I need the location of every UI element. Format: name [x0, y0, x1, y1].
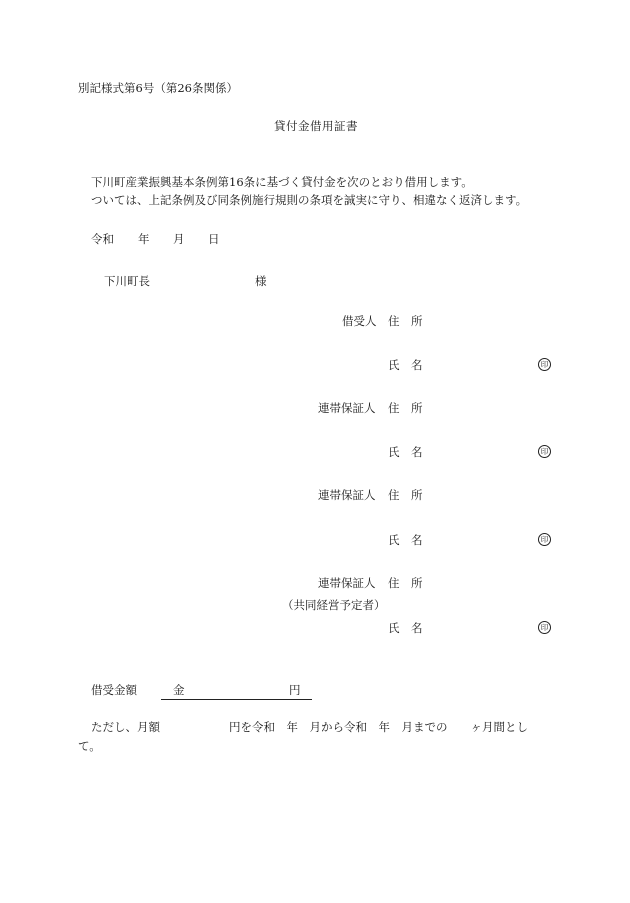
- address-label: 住 所: [388, 314, 423, 328]
- repayment-line-2: て。: [78, 739, 101, 753]
- name-label: 氏 名: [388, 358, 423, 372]
- seal-icon: 印: [538, 358, 551, 371]
- loan-amount-label: 借受金額: [91, 683, 137, 697]
- address-label: 住 所: [388, 576, 423, 590]
- form-number: 別記様式第6号（第26条関係）: [78, 81, 238, 95]
- body-text-line-1: 下川町産業振興基本条例第16条に基づく貸付金を次のとおり借用します。: [91, 175, 473, 189]
- addressee-honorific: 様: [255, 274, 267, 288]
- addressee-name: 下川町長: [104, 274, 150, 288]
- signatory-role: 連帯保証人: [318, 576, 376, 590]
- loan-amount-underline: [161, 699, 312, 700]
- body-text-line-2: ついては、上記条例及び同条例施行規則の条項を誠実に守り、相違なく返済します。: [91, 193, 528, 207]
- loan-amount-prefix: 金: [173, 683, 185, 697]
- date-year: 年: [138, 232, 150, 246]
- signatory-role: 連帯保証人: [318, 401, 376, 415]
- name-label: 氏 名: [388, 621, 423, 635]
- address-label: 住 所: [388, 488, 423, 502]
- loan-amount-unit: 円: [289, 683, 301, 697]
- date-day: 日: [208, 232, 220, 246]
- date-month: 月: [173, 232, 185, 246]
- seal-icon: 印: [538, 533, 551, 546]
- seal-icon: 印: [538, 445, 551, 458]
- name-label: 氏 名: [388, 533, 423, 547]
- signatory-note: （共同経営予定者）: [282, 598, 386, 612]
- seal-icon: 印: [538, 621, 551, 634]
- repayment-line-1: ただし、月額 円を令和 年 月から令和 年 月までの ヶ月間とし: [91, 720, 528, 734]
- address-label: 住 所: [388, 401, 423, 415]
- date-era: 令和: [91, 232, 114, 246]
- signatory-role: 借受人: [342, 314, 377, 328]
- document-title: 貸付金借用証書: [274, 119, 358, 133]
- signatory-role: 連帯保証人: [318, 488, 376, 502]
- name-label: 氏 名: [388, 445, 423, 459]
